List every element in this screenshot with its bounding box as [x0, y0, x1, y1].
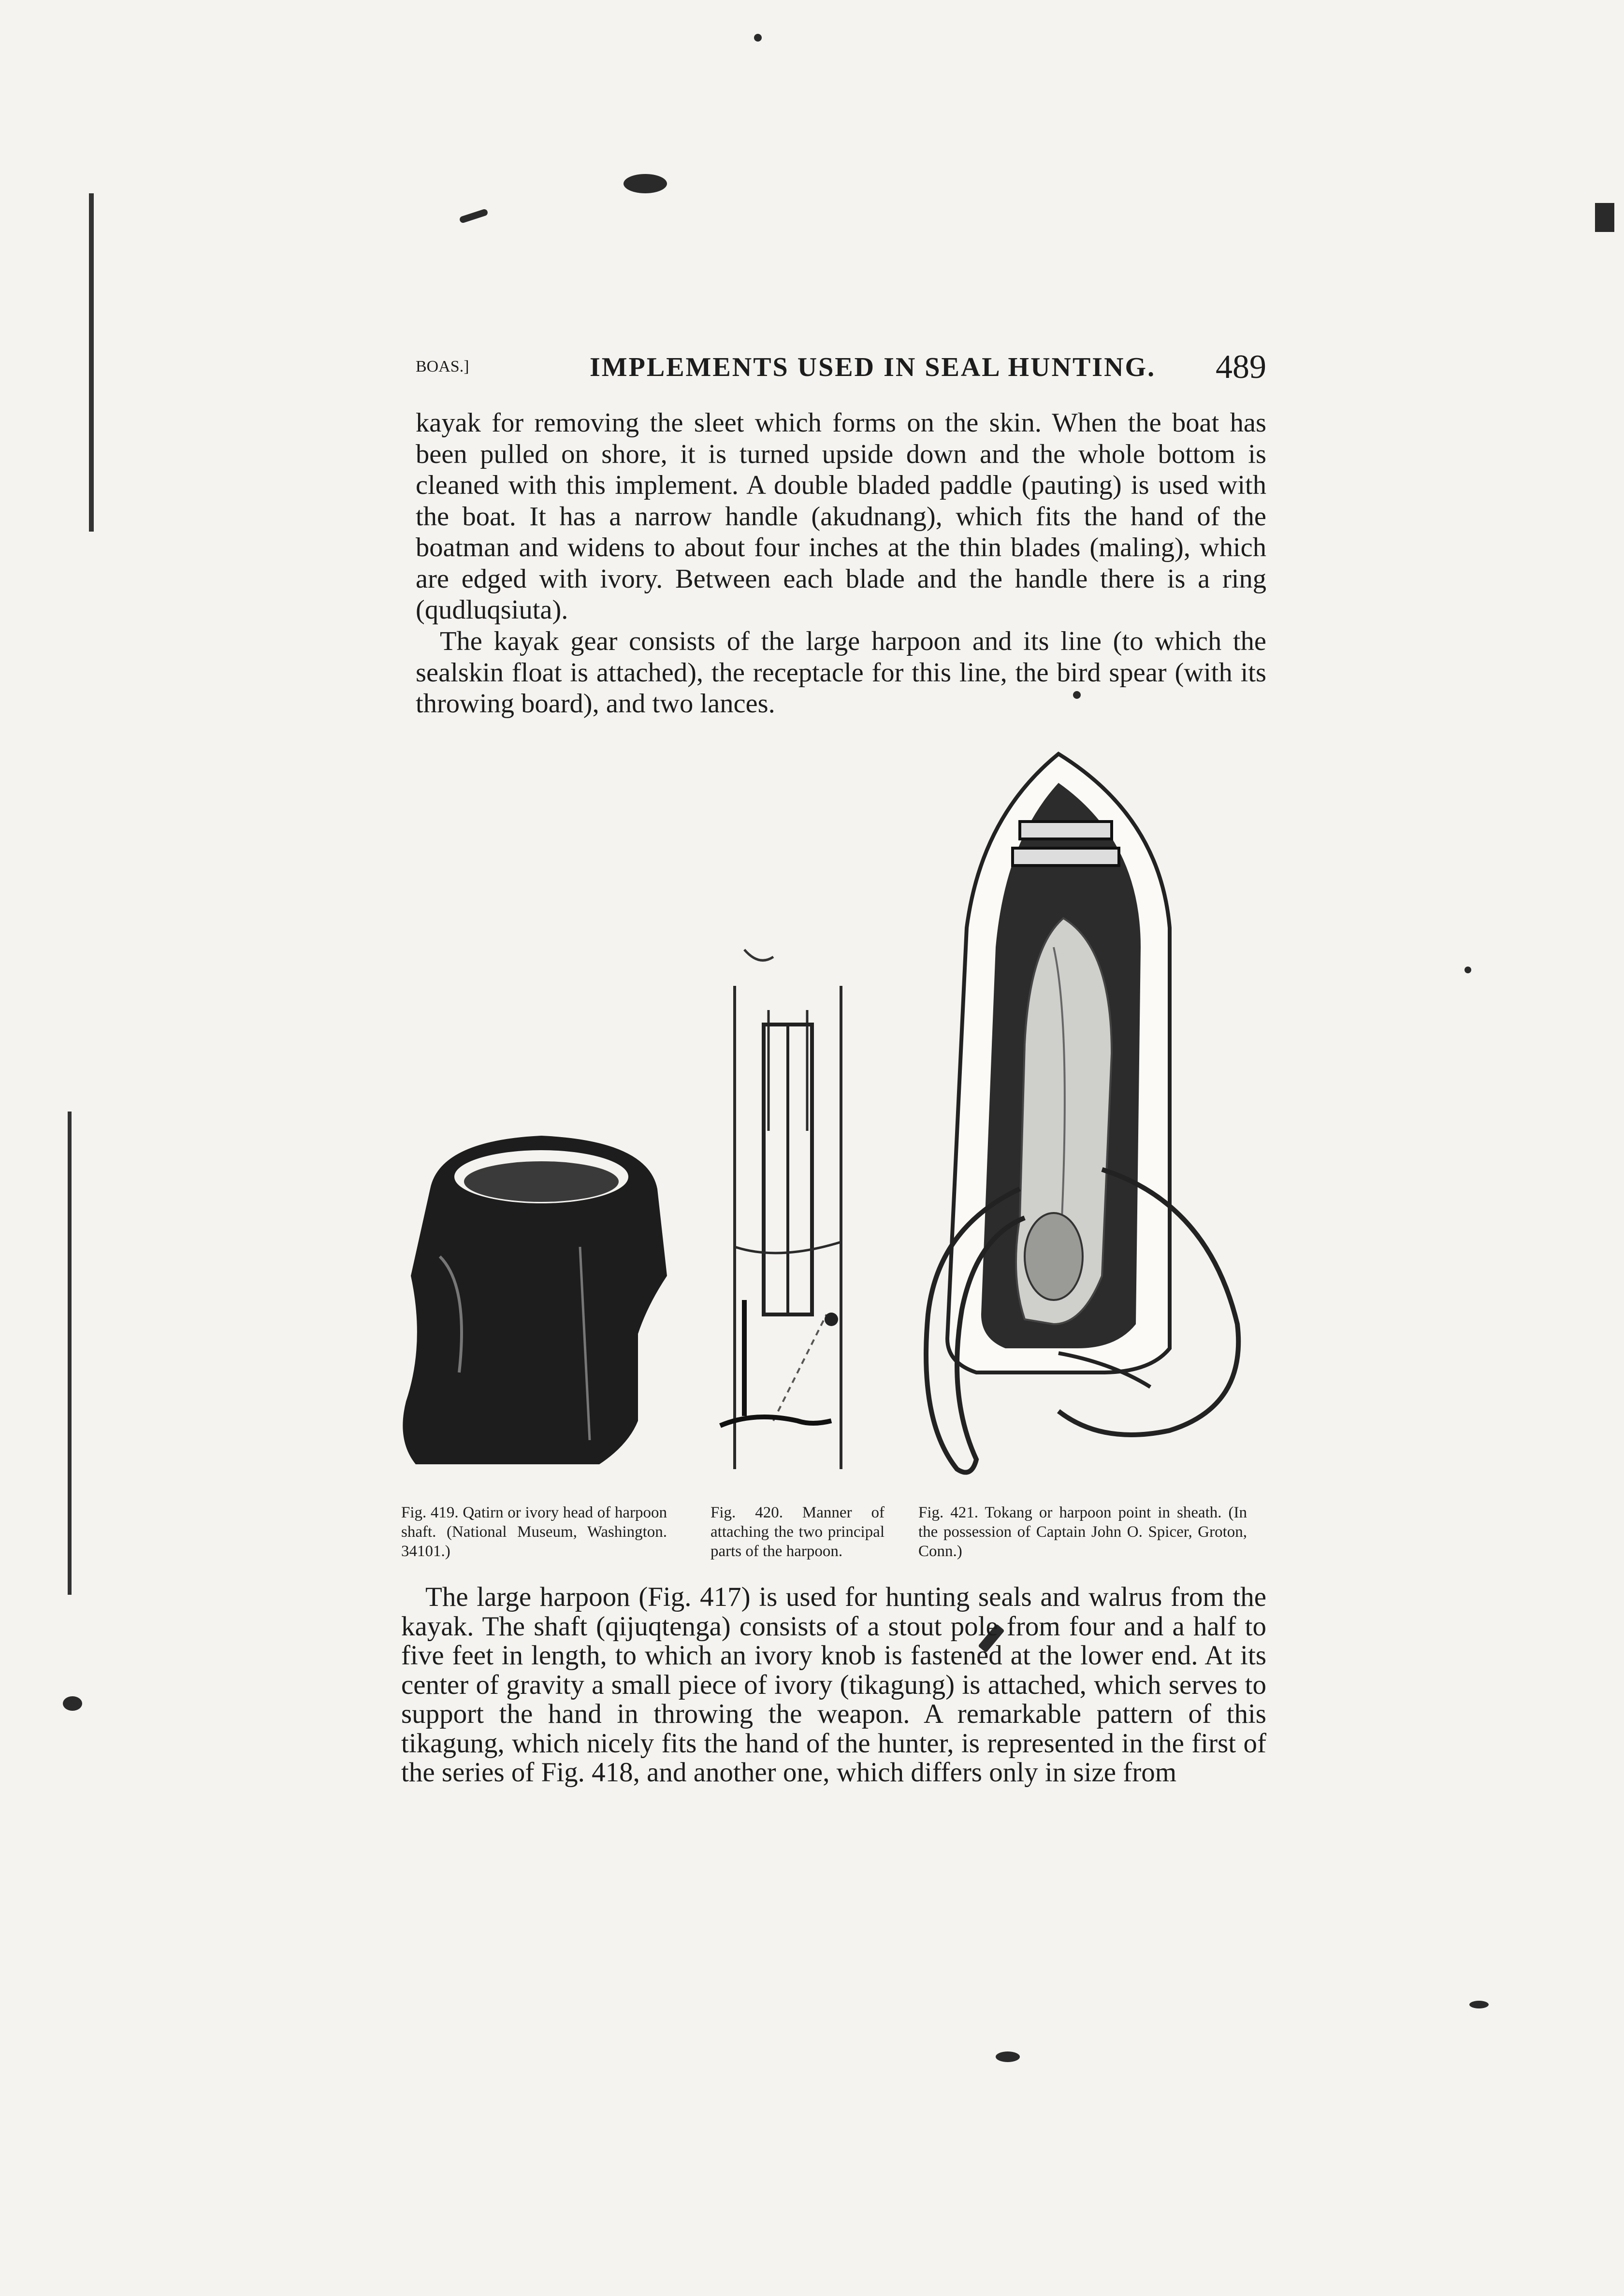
margin-line — [89, 193, 94, 532]
scan-speck — [754, 34, 762, 42]
paragraph-1: kayak for removing the sleet which forms on the skin. When the boat has been pulled on shore, it is turned upside down and the whole bottom is cleaned with this implement. A double bladed paddle (pauting) is used with the boat. It has a narrow handle (akudnang), which fits the hand of the boatman and widens to about four inches at the thin blades (maling), which are edged with ivory. Between each blade and the handle there is a ring (qudluqsiuta). — [416, 408, 1266, 625]
scan-speck — [1595, 203, 1614, 232]
figure-419-caption: Fig. 419. Qatirn or ivory head of harpoon shaft. (National Museum, Washington. 34101.) — [401, 1504, 667, 1560]
scan-speck — [1464, 967, 1471, 973]
paragraph-3: The large harpoon (Fig. 417) is used for hunting seals and walrus from the kayak. The shaft (qijuqtenga) consists of a stout pole from four and a half to five feet in length, to which an ivory knob is fastened at the lower end. At its center of gravity a small piece of ivory (tikagung) is attached, which serves to support the hand in throwing the weapon. A remarkable pattern of this tikagung, which nicely fits the hand of the hunter, is represented in the first of the series of Fig. 418, and another one, which differs only in size from — [401, 1582, 1266, 1788]
margin-line — [68, 1112, 72, 1595]
paragraph-2: The kayak gear consists of the large harpoon and its line (to which the sealskin float is attached), the receptacle for this line, the bird spear (with its throwing board), and two lances. — [416, 626, 1266, 719]
header-title: IMPLEMENTS USED IN SEAL HUNTING. — [590, 352, 1156, 382]
scan-speck — [1469, 2001, 1489, 2008]
page-number: 489 — [1216, 348, 1266, 386]
scan-speck — [459, 208, 488, 224]
figure-419-illustration — [396, 1131, 682, 1469]
header-author: BOAS.] — [416, 358, 469, 375]
figure-421-caption: Fig. 421. Tokang or harpoon point in sheath. (In the possession of Captain John O. Spicer, Groton, Conn.) — [918, 1504, 1247, 1560]
figure-421-illustration — [899, 744, 1257, 1488]
figure-420-caption: Fig. 420. Manner of attaching the two principal parts of the harpoon. — [710, 1504, 884, 1560]
scan-speck — [63, 1696, 82, 1711]
scan-speck — [624, 174, 667, 193]
running-header — [416, 348, 1266, 386]
scan-speck — [996, 2051, 1020, 2062]
figure-420-illustration — [715, 947, 860, 1479]
